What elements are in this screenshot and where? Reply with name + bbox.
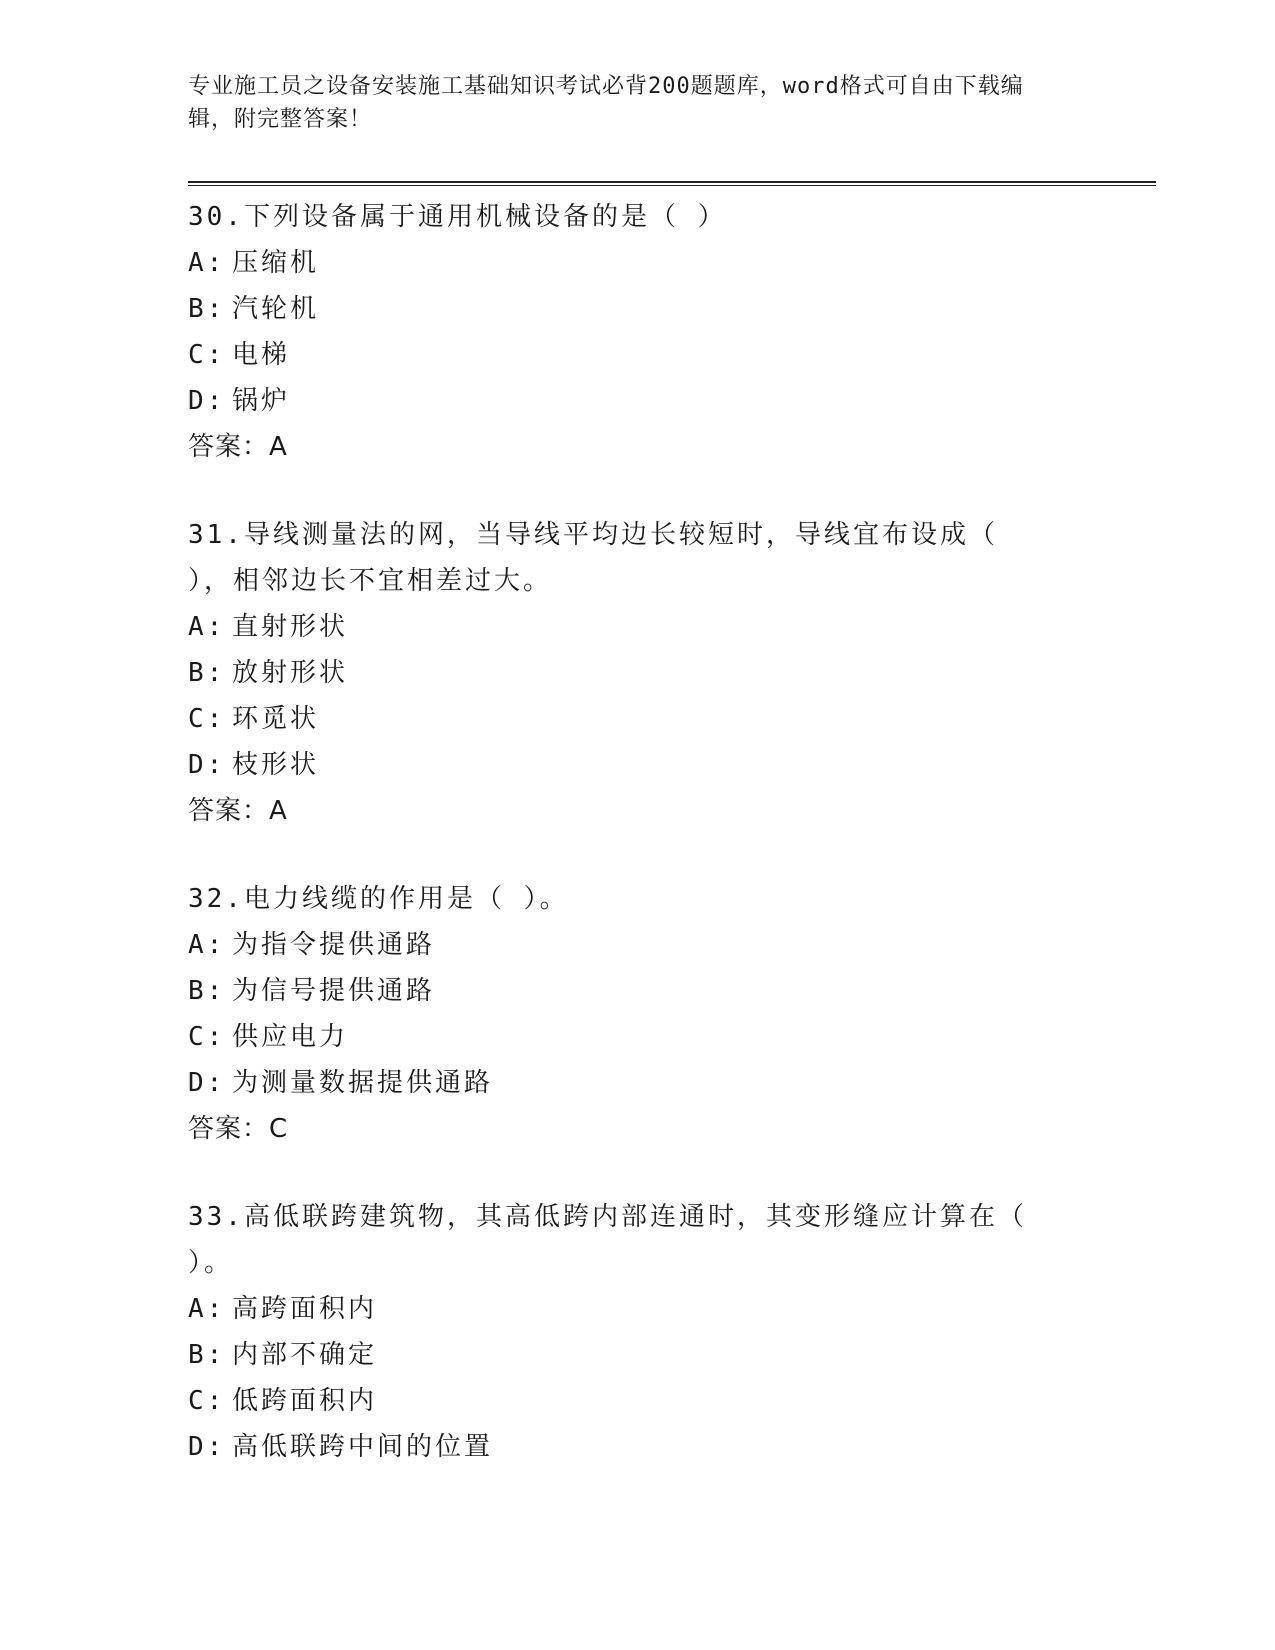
option-letter: B: bbox=[188, 294, 226, 324]
option-b bbox=[188, 968, 1168, 1014]
option-text: 放射形状 bbox=[232, 658, 349, 688]
spacer bbox=[188, 1152, 1168, 1194]
question-stem: 30.下列设备属于通用机械设备的是（ ） bbox=[188, 202, 727, 232]
option-letter: B: bbox=[188, 1340, 226, 1370]
question-30 bbox=[188, 194, 1168, 470]
option-letter: B: bbox=[188, 976, 226, 1006]
option-text: 为指令提供通路 bbox=[232, 930, 436, 960]
option-text: 低跨面积内 bbox=[232, 1386, 378, 1416]
option-a bbox=[188, 922, 1168, 968]
option-letter: D: bbox=[188, 386, 226, 416]
spacer bbox=[188, 470, 1168, 512]
question-stem: 31.导线测量法的网，当导线平均边长较短时，导线宜布设成（ ），相邻边长不宜相差过大。 bbox=[188, 520, 998, 596]
option-b bbox=[188, 1332, 1168, 1378]
option-c bbox=[188, 1014, 1168, 1060]
option-c bbox=[188, 696, 1168, 742]
header-divider bbox=[188, 181, 1156, 186]
option-letter: C: bbox=[188, 1386, 226, 1416]
question-31 bbox=[188, 512, 1168, 834]
option-text: 供应电力 bbox=[232, 1022, 349, 1052]
document-page bbox=[188, 70, 1168, 1470]
option-letter: C: bbox=[188, 340, 226, 370]
option-text: 汽轮机 bbox=[232, 294, 320, 324]
option-c bbox=[188, 1378, 1168, 1424]
option-d bbox=[188, 742, 1168, 788]
option-letter: A: bbox=[188, 612, 226, 642]
option-text: 为测量数据提供通路 bbox=[232, 1068, 494, 1098]
question-stem: 33.高低联跨建筑物，其高低跨内部连通时，其变形缝应计算在（ ）。 bbox=[188, 1202, 1027, 1278]
option-letter: A: bbox=[188, 1294, 226, 1324]
option-letter: A: bbox=[188, 248, 226, 278]
option-text: 环觅状 bbox=[232, 704, 320, 734]
option-d bbox=[188, 1060, 1168, 1106]
option-text: 高低联跨中间的位置 bbox=[232, 1432, 494, 1462]
option-text: 锅炉 bbox=[232, 386, 291, 416]
option-letter: D: bbox=[188, 1432, 226, 1462]
option-letter: D: bbox=[188, 750, 226, 780]
answer-line: 答案：A bbox=[188, 796, 288, 826]
option-b bbox=[188, 286, 1168, 332]
option-text: 压缩机 bbox=[232, 248, 320, 278]
option-letter: B: bbox=[188, 658, 226, 688]
question-32 bbox=[188, 876, 1168, 1152]
option-a bbox=[188, 240, 1168, 286]
answer-line: 答案：A bbox=[188, 432, 288, 462]
option-text: 枝形状 bbox=[232, 750, 320, 780]
option-letter: C: bbox=[188, 704, 226, 734]
option-letter: A: bbox=[188, 930, 226, 960]
option-d bbox=[188, 378, 1168, 424]
option-text: 内部不确定 bbox=[232, 1340, 378, 1370]
option-a bbox=[188, 1286, 1168, 1332]
option-c bbox=[188, 332, 1168, 378]
option-a bbox=[188, 604, 1168, 650]
option-text: 电梯 bbox=[232, 340, 291, 370]
option-b bbox=[188, 650, 1168, 696]
option-text: 直射形状 bbox=[232, 612, 349, 642]
answer-line: 答案：C bbox=[188, 1114, 289, 1144]
option-d bbox=[188, 1424, 1168, 1470]
question-stem: 32.电力线缆的作用是（ ）。 bbox=[188, 884, 569, 914]
option-letter: D: bbox=[188, 1068, 226, 1098]
option-text: 高跨面积内 bbox=[232, 1294, 378, 1324]
question-33 bbox=[188, 1194, 1168, 1470]
option-text: 为信号提供通路 bbox=[232, 976, 436, 1006]
option-letter: C: bbox=[188, 1022, 226, 1052]
spacer bbox=[188, 834, 1168, 876]
document-header: 专业施工员之设备安装施工基础知识考试必背200题题库，word格式可自由下载编辑，附完整答案！ bbox=[188, 74, 1024, 132]
